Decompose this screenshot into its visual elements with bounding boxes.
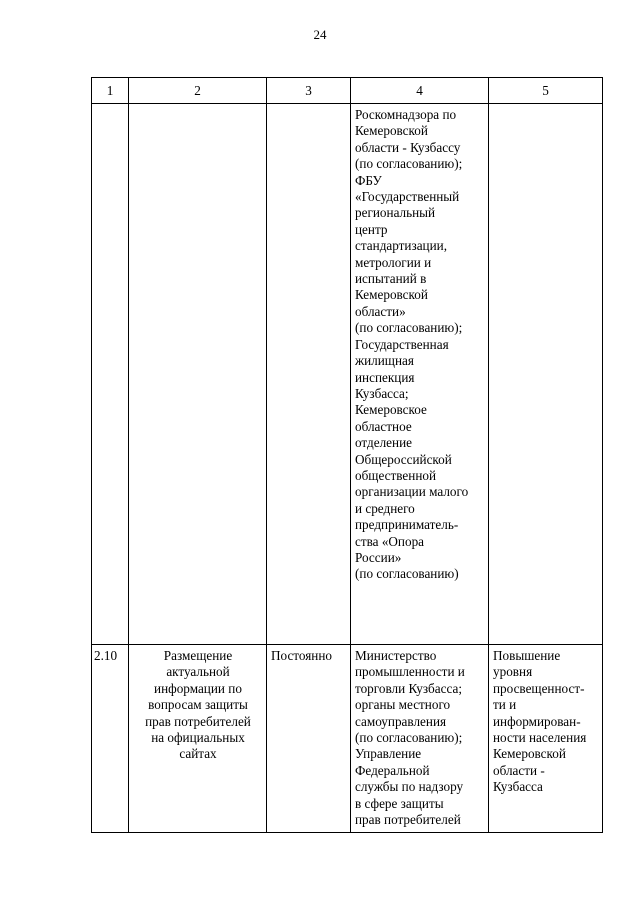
result-cell xyxy=(489,645,603,833)
table-header-row xyxy=(92,78,603,104)
column-header: 4 xyxy=(351,78,489,104)
cell-text-line: Кемеровской xyxy=(355,123,428,139)
cell-text-line: органы местного xyxy=(355,697,451,713)
cell-text-line: сайтах xyxy=(179,746,217,762)
cell-text-line: Государственная xyxy=(355,336,449,352)
column-header: 1 xyxy=(92,78,129,104)
cell-text-line: торговли Кузбасса; xyxy=(355,680,462,696)
column-header: 3 xyxy=(267,78,351,104)
cell-text-line: области - xyxy=(493,762,545,778)
cell-text-line: информирован- xyxy=(493,713,581,729)
cell-text-line: и среднего xyxy=(355,500,415,516)
cell-text-line: организации малого xyxy=(355,484,469,500)
cell-text-line: Кемеровской xyxy=(355,287,428,303)
measures-table xyxy=(91,77,603,833)
cell-text-line: отделение xyxy=(355,435,412,451)
cell-text-line: промышленности и xyxy=(355,664,465,680)
cell-text-line: Управление xyxy=(355,746,422,762)
page-number: 24 xyxy=(313,27,327,42)
table-row xyxy=(92,645,603,833)
cell-text-line: (по согласованию); xyxy=(355,730,463,746)
cell-text-line: «Государственный xyxy=(355,189,460,205)
cell-text-line: инспекция xyxy=(355,369,415,385)
cell-text-line: Роскомнадзора по xyxy=(355,107,457,122)
cell-text-line: метрологии и xyxy=(355,254,432,270)
cell-text-line: жилищная xyxy=(355,353,414,369)
cell-text-line: Повышение xyxy=(493,648,561,663)
cell-text-line: области» xyxy=(355,303,406,319)
column-header: 5 xyxy=(489,78,603,104)
cell-text-line: информации по xyxy=(154,680,242,696)
measure-cell xyxy=(129,104,267,645)
row-number-cell xyxy=(92,104,129,645)
cell-text-line: предприниматель- xyxy=(355,517,459,533)
cell-text-line: уровня xyxy=(493,664,533,680)
cell-text-line: региональный xyxy=(355,205,436,221)
term-cell xyxy=(267,104,351,645)
cell-text-line: Кемеровской xyxy=(493,746,566,762)
cell-text-line: ности населения xyxy=(493,730,587,746)
executors-cell xyxy=(351,104,489,645)
cell-text-line: ства «Опора xyxy=(355,533,425,549)
cell-text-line: Федеральной xyxy=(355,762,430,778)
cell-text-line: на официальных xyxy=(151,730,245,746)
cell-text-line: области - Кузбассу xyxy=(355,139,461,155)
cell-text-line: актуальной xyxy=(166,664,230,680)
cell-text-line: Общероссийской xyxy=(355,451,452,467)
table-row xyxy=(92,104,603,645)
cell-text-line: центр xyxy=(355,221,388,237)
cell-text-line: общественной xyxy=(355,467,437,483)
cell-text-line: (по согласованию); xyxy=(355,320,463,336)
cell-text-line: стандартизации, xyxy=(355,238,448,254)
cell-text-line: испытаний в xyxy=(355,271,427,287)
cell-text-line: Кузбасса; xyxy=(355,385,409,401)
column-header: 2 xyxy=(129,78,267,104)
cell-text-line: (по согласованию) xyxy=(355,566,459,582)
result-cell xyxy=(489,104,603,645)
cell-text-line: в сфере защиты xyxy=(355,795,444,811)
cell-text-line: службы по надзору xyxy=(355,779,464,795)
cell-text-line: Кемеровское xyxy=(355,402,427,418)
measure-cell xyxy=(129,645,267,833)
cell-text-line: просвещенност- xyxy=(493,680,585,696)
cell-text-line: ти и xyxy=(493,697,517,713)
cell-text-line: Министерство xyxy=(355,648,437,663)
cell-text-line: самоуправления xyxy=(355,713,447,729)
cell-text-line: ФБУ xyxy=(355,172,382,188)
cell-text-line: России» xyxy=(355,549,402,565)
term-cell: Постоянно xyxy=(267,645,351,833)
executors-cell xyxy=(351,645,489,833)
cell-text-line: (по согласованию); xyxy=(355,156,463,172)
cell-text-line: Кузбасса xyxy=(493,779,543,795)
cell-text-line: Размещение xyxy=(163,648,233,663)
cell-text-line: прав потребителей xyxy=(355,812,461,828)
cell-text-line: вопросам защиты xyxy=(148,697,248,713)
row-number-cell: 2.10 xyxy=(92,645,129,833)
cell-text-line: областное xyxy=(355,418,412,434)
cell-text-line: прав потребителей xyxy=(145,713,251,729)
